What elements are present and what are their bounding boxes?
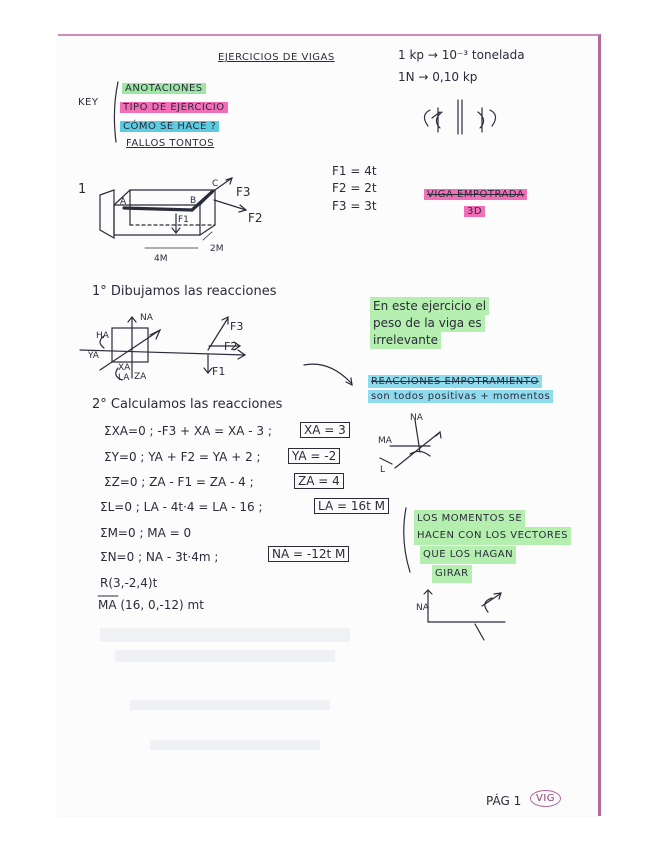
label-l-fig3: L	[380, 465, 386, 475]
page-number: PÁG 1	[486, 794, 522, 808]
key-label: KEY	[78, 97, 99, 108]
label-f3-fig1: F3	[236, 185, 251, 199]
note-moments-line-2: HACEN CON LOS VECTORES	[414, 527, 571, 545]
equation-sum-l: ΣL=0 ; LA - 4t·4 = LA - 16 ;	[100, 500, 263, 514]
label-b: B	[190, 196, 197, 206]
unit-conversion-2: 1N → 0,10 kp	[398, 70, 478, 84]
note-moments-line-1: LOS MOMENTOS SE	[414, 510, 525, 528]
result-ya: YA = -2	[288, 448, 340, 464]
note-green-line-3: irrelevante	[370, 331, 441, 349]
page-tag: VIG	[530, 790, 561, 807]
note-blue-line-2: son todos positivas + momentos	[368, 390, 553, 403]
key-silly-mistakes: FALLOS TONTOS	[126, 138, 215, 149]
label-ha-fig2: HA	[96, 331, 109, 341]
key-annotations: ANOTACIONES	[122, 83, 206, 94]
label-f1-fig1: F1	[178, 215, 189, 225]
label-za-fig2: ZA	[134, 372, 147, 382]
label-length-4m: 4M	[154, 254, 168, 264]
label-ma-fig3: MA	[378, 436, 392, 446]
note-blue-line-1: REACCIONES EMPOTRAMIENTO	[368, 375, 542, 388]
note-moments-line-4: GIRAR	[432, 565, 472, 583]
label-f2-fig1: F2	[248, 211, 263, 225]
axes-figure-2	[424, 590, 505, 640]
force-f1: F1 = 4t	[332, 164, 377, 178]
label-c: C	[212, 179, 219, 189]
note-moments-line-3: QUE LOS HAGAN	[420, 546, 516, 564]
key-bracket	[114, 82, 118, 142]
pointer-arrow	[304, 364, 352, 384]
label-f3-fig2: F3	[230, 320, 244, 333]
result-resultant-force: R(3,-2,4)t	[100, 576, 158, 590]
beam-3d-figure	[100, 178, 246, 248]
moments-bracket	[404, 508, 410, 572]
exercise-number: 1	[78, 182, 87, 197]
label-f2-fig2: F2	[224, 340, 238, 353]
label-na-fig3: NA	[410, 413, 423, 423]
equation-sum-x: ΣXA=0 ; -F3 + XA = XA - 3 ;	[104, 424, 272, 438]
moment-convention-sketch	[424, 100, 495, 134]
force-f3: F3 = 3t	[332, 199, 377, 213]
label-xa-fig2: XA	[118, 363, 131, 373]
key-exercise-type: TIPO DE EJERCICIO	[120, 102, 228, 113]
force-f2: F2 = 2t	[332, 181, 377, 195]
step-1-heading: 1° Dibujamos las reacciones	[92, 284, 277, 299]
result-za: ZA = 4	[294, 473, 344, 489]
equation-sum-y: ΣY=0 ; YA + F2 = YA + 2 ;	[104, 450, 261, 464]
label-ya-fig2: YA	[88, 351, 99, 361]
unit-conversion-1: 1 kp → 10⁻³ tonelada	[398, 48, 525, 62]
equation-sum-m: ΣM=0 ; MA = 0	[100, 526, 192, 540]
note-green-line-2: peso de la viga es	[370, 314, 485, 332]
note-green-line-1: En este ejercicio el	[370, 297, 489, 315]
page-title: EJERCICIOS DE VIGAS	[218, 52, 335, 63]
label-la-fig2: LA	[118, 373, 130, 383]
label-na-fig4: NA	[416, 603, 429, 613]
label-f1-fig2: F1	[212, 365, 226, 378]
step-2-heading: 2° Calculamos las reacciones	[92, 397, 283, 412]
exercise-type-tag: VIGA EMPOTRADA	[424, 189, 527, 200]
key-how-to: CÓMO SE HACE ?	[120, 121, 219, 132]
result-na: NA = -12t M	[268, 546, 349, 562]
label-na-fig2: NA	[140, 313, 153, 323]
label-a: A	[120, 197, 127, 207]
result-xa: XA = 3	[300, 422, 350, 438]
result-la: LA = 16t M	[314, 498, 389, 514]
label-length-2m: 2M	[210, 244, 224, 254]
equation-sum-z: ΣZ=0 ; ZA - F1 = ZA - 4 ;	[104, 475, 254, 489]
exercise-type-sub: 3D	[464, 206, 485, 217]
equation-sum-n: ΣN=0 ; NA - 3t·4m ;	[100, 550, 219, 564]
result-moment: MA (16, 0,-12) mt	[98, 598, 204, 612]
